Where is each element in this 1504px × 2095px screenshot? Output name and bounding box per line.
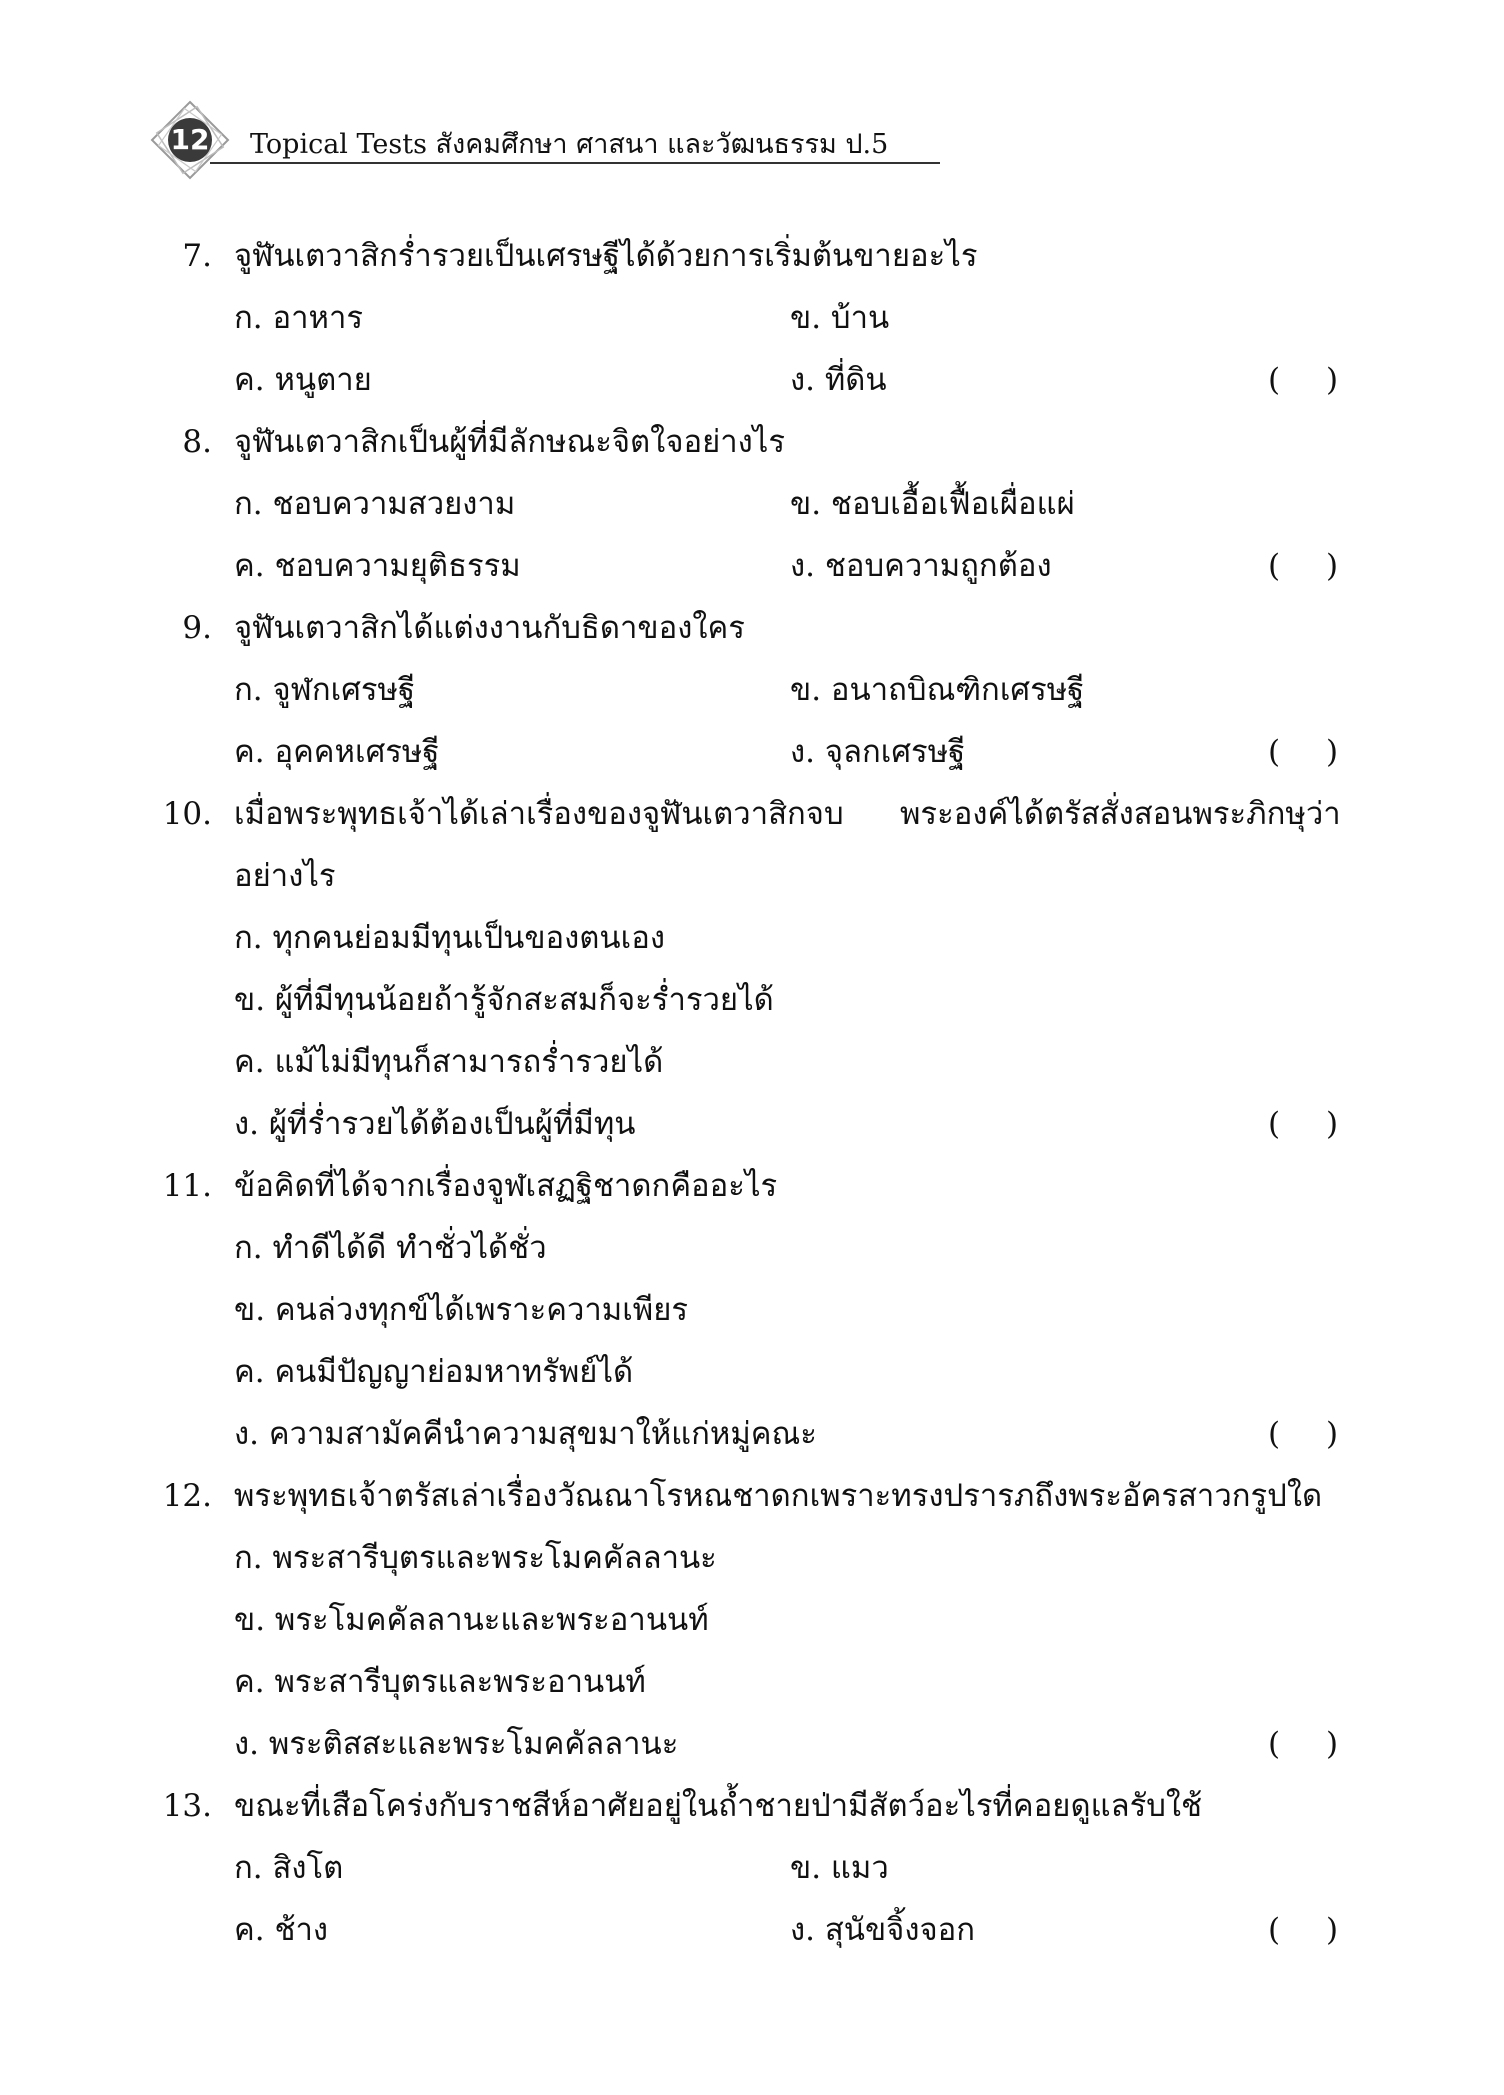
option-a: ก. อาหาร bbox=[234, 300, 363, 336]
options-row bbox=[0, 1279, 1504, 1341]
options-row bbox=[0, 287, 1504, 349]
option-c: ค. แม้ไม่มีทุนก็สามารถร่ำรวยได้ bbox=[234, 1044, 664, 1080]
question-text-wrap: อย่างไร bbox=[234, 858, 336, 894]
question-text-continued: พระองค์ได้ตรัสสั่งสอนพระภิกษุว่า bbox=[900, 796, 1341, 832]
options-row bbox=[0, 1837, 1504, 1899]
answer-blank: ( ) bbox=[1268, 1106, 1357, 1142]
option-d: ง. จุลกเศรษฐี bbox=[790, 734, 966, 770]
answer-blank: ( ) bbox=[1268, 1726, 1357, 1762]
question-number: 10. bbox=[162, 796, 212, 832]
question-10-wrap bbox=[0, 845, 1504, 907]
page-title: Topical Tests สังคมศึกษา ศาสนา และวัฒนธรรม ป.5 bbox=[250, 129, 889, 160]
option-c: ค. ชอบความยุติธรรม bbox=[234, 548, 521, 584]
question-11 bbox=[0, 1155, 1504, 1217]
answer-blank: ( ) bbox=[1268, 548, 1357, 584]
question-13 bbox=[0, 1775, 1504, 1837]
options-row bbox=[0, 721, 1504, 783]
question-number: 12. bbox=[162, 1478, 212, 1514]
option-b: ข. ผู้ที่มีทุนน้อยถ้ารู้จักสะสมก็จะร่ำรวยได้ bbox=[234, 982, 774, 1018]
option-b: ข. อนาถบิณฑิกเศรษฐี bbox=[790, 672, 1085, 708]
options-row bbox=[0, 473, 1504, 535]
question-number: 7. bbox=[182, 238, 212, 274]
option-d: ง. ชอบความถูกต้อง bbox=[790, 548, 1052, 584]
option-a: ก. สิงโต bbox=[234, 1850, 344, 1886]
answer-blank: ( ) bbox=[1268, 1912, 1357, 1948]
option-b: ข. ชอบเอื้อเฟื้อเผื่อแผ่ bbox=[790, 486, 1075, 522]
option-d: ง. ผู้ที่ร่ำรวยได้ต้องเป็นผู้ที่มีทุน bbox=[234, 1106, 636, 1142]
answer-blank: ( ) bbox=[1268, 362, 1357, 398]
option-c: ค. อุคคหเศรษฐี bbox=[234, 734, 440, 770]
options-row bbox=[0, 349, 1504, 411]
question-text: ขณะที่เสือโคร่งกับราชสีห์อาศัยอยู่ในถ้ำชายป่ามีสัตว์อะไรที่คอยดูแลรับใช้ bbox=[234, 1788, 1203, 1824]
options-row bbox=[0, 1217, 1504, 1279]
question-text: พระพุทธเจ้าตรัสเล่าเรื่องวัณณาโรหณชาดกเพราะทรงปรารภถึงพระอัครสาวกรูปใด bbox=[234, 1478, 1323, 1514]
option-b: ข. คนล่วงทุกข์ได้เพราะความเพียร bbox=[234, 1292, 689, 1328]
options-row bbox=[0, 1589, 1504, 1651]
question-text: ข้อคิดที่ได้จากเรื่องจูฬเสฏฐิชาดกคืออะไร bbox=[234, 1168, 778, 1204]
answer-blank: ( ) bbox=[1268, 734, 1357, 770]
question-text: จูฬันเตวาสิกได้แต่งงานกับธิดาของใคร bbox=[234, 610, 745, 646]
option-d: ง. ที่ดิน bbox=[790, 362, 887, 398]
page-header bbox=[150, 100, 950, 180]
options-row bbox=[0, 1093, 1504, 1155]
option-a: ก. ทุกคนย่อมมีทุนเป็นของตนเอง bbox=[234, 920, 665, 956]
answer-blank: ( ) bbox=[1268, 1416, 1357, 1452]
question-list bbox=[0, 225, 1504, 1961]
option-b: ข. บ้าน bbox=[790, 300, 890, 336]
option-c: ค. ช้าง bbox=[234, 1912, 329, 1948]
options-row bbox=[0, 1031, 1504, 1093]
options-row bbox=[0, 1651, 1504, 1713]
option-a: ก. จูฬกเศรษฐี bbox=[234, 672, 416, 708]
option-c: ค. พระสารีบุตรและพระอานนท์ bbox=[234, 1664, 646, 1700]
question-9 bbox=[0, 597, 1504, 659]
option-a: ก. ชอบความสวยงาม bbox=[234, 486, 516, 522]
page-number: 12 bbox=[170, 123, 210, 156]
options-row bbox=[0, 1341, 1504, 1403]
question-8 bbox=[0, 411, 1504, 473]
question-10 bbox=[0, 783, 1504, 845]
options-row bbox=[0, 1527, 1504, 1589]
options-row bbox=[0, 969, 1504, 1031]
options-row bbox=[0, 907, 1504, 969]
option-d: ง. ความสามัคคีนำความสุขมาให้แก่หมู่คณะ bbox=[234, 1416, 817, 1452]
option-b: ข. พระโมคคัลลานะและพระอานนท์ bbox=[234, 1602, 709, 1638]
question-number: 8. bbox=[182, 424, 212, 460]
question-text: จูฬันเตวาสิกเป็นผู้ที่มีลักษณะจิตใจอย่างไร bbox=[234, 424, 786, 460]
header-divider bbox=[210, 162, 940, 164]
option-b: ข. แมว bbox=[790, 1850, 889, 1886]
options-row bbox=[0, 1899, 1504, 1961]
question-text: เมื่อพระพุทธเจ้าได้เล่าเรื่องของจูฬันเตวาสิกจบ bbox=[234, 796, 844, 832]
question-12 bbox=[0, 1465, 1504, 1527]
option-c: ค. คนมีปัญญาย่อมหาทรัพย์ได้ bbox=[234, 1354, 634, 1390]
option-d: ง. พระติสสะและพระโมคคัลลานะ bbox=[234, 1726, 679, 1762]
options-row bbox=[0, 1403, 1504, 1465]
question-text: จูฬันเตวาสิกร่ำรวยเป็นเศรษฐีได้ด้วยการเริ่มต้นขายอะไร bbox=[234, 238, 978, 274]
question-number: 11. bbox=[162, 1168, 212, 1204]
options-row bbox=[0, 1713, 1504, 1775]
options-row bbox=[0, 535, 1504, 597]
question-7 bbox=[0, 225, 1504, 287]
question-number: 13. bbox=[162, 1788, 212, 1824]
question-number: 9. bbox=[182, 610, 212, 646]
option-a: ก. ทำดีได้ดี ทำชั่วได้ชั่ว bbox=[234, 1230, 547, 1266]
option-d: ง. สุนัขจิ้งจอก bbox=[790, 1912, 976, 1948]
options-row bbox=[0, 659, 1504, 721]
option-a: ก. พระสารีบุตรและพระโมคคัลลานะ bbox=[234, 1540, 717, 1576]
option-c: ค. หนูตาย bbox=[234, 362, 372, 398]
